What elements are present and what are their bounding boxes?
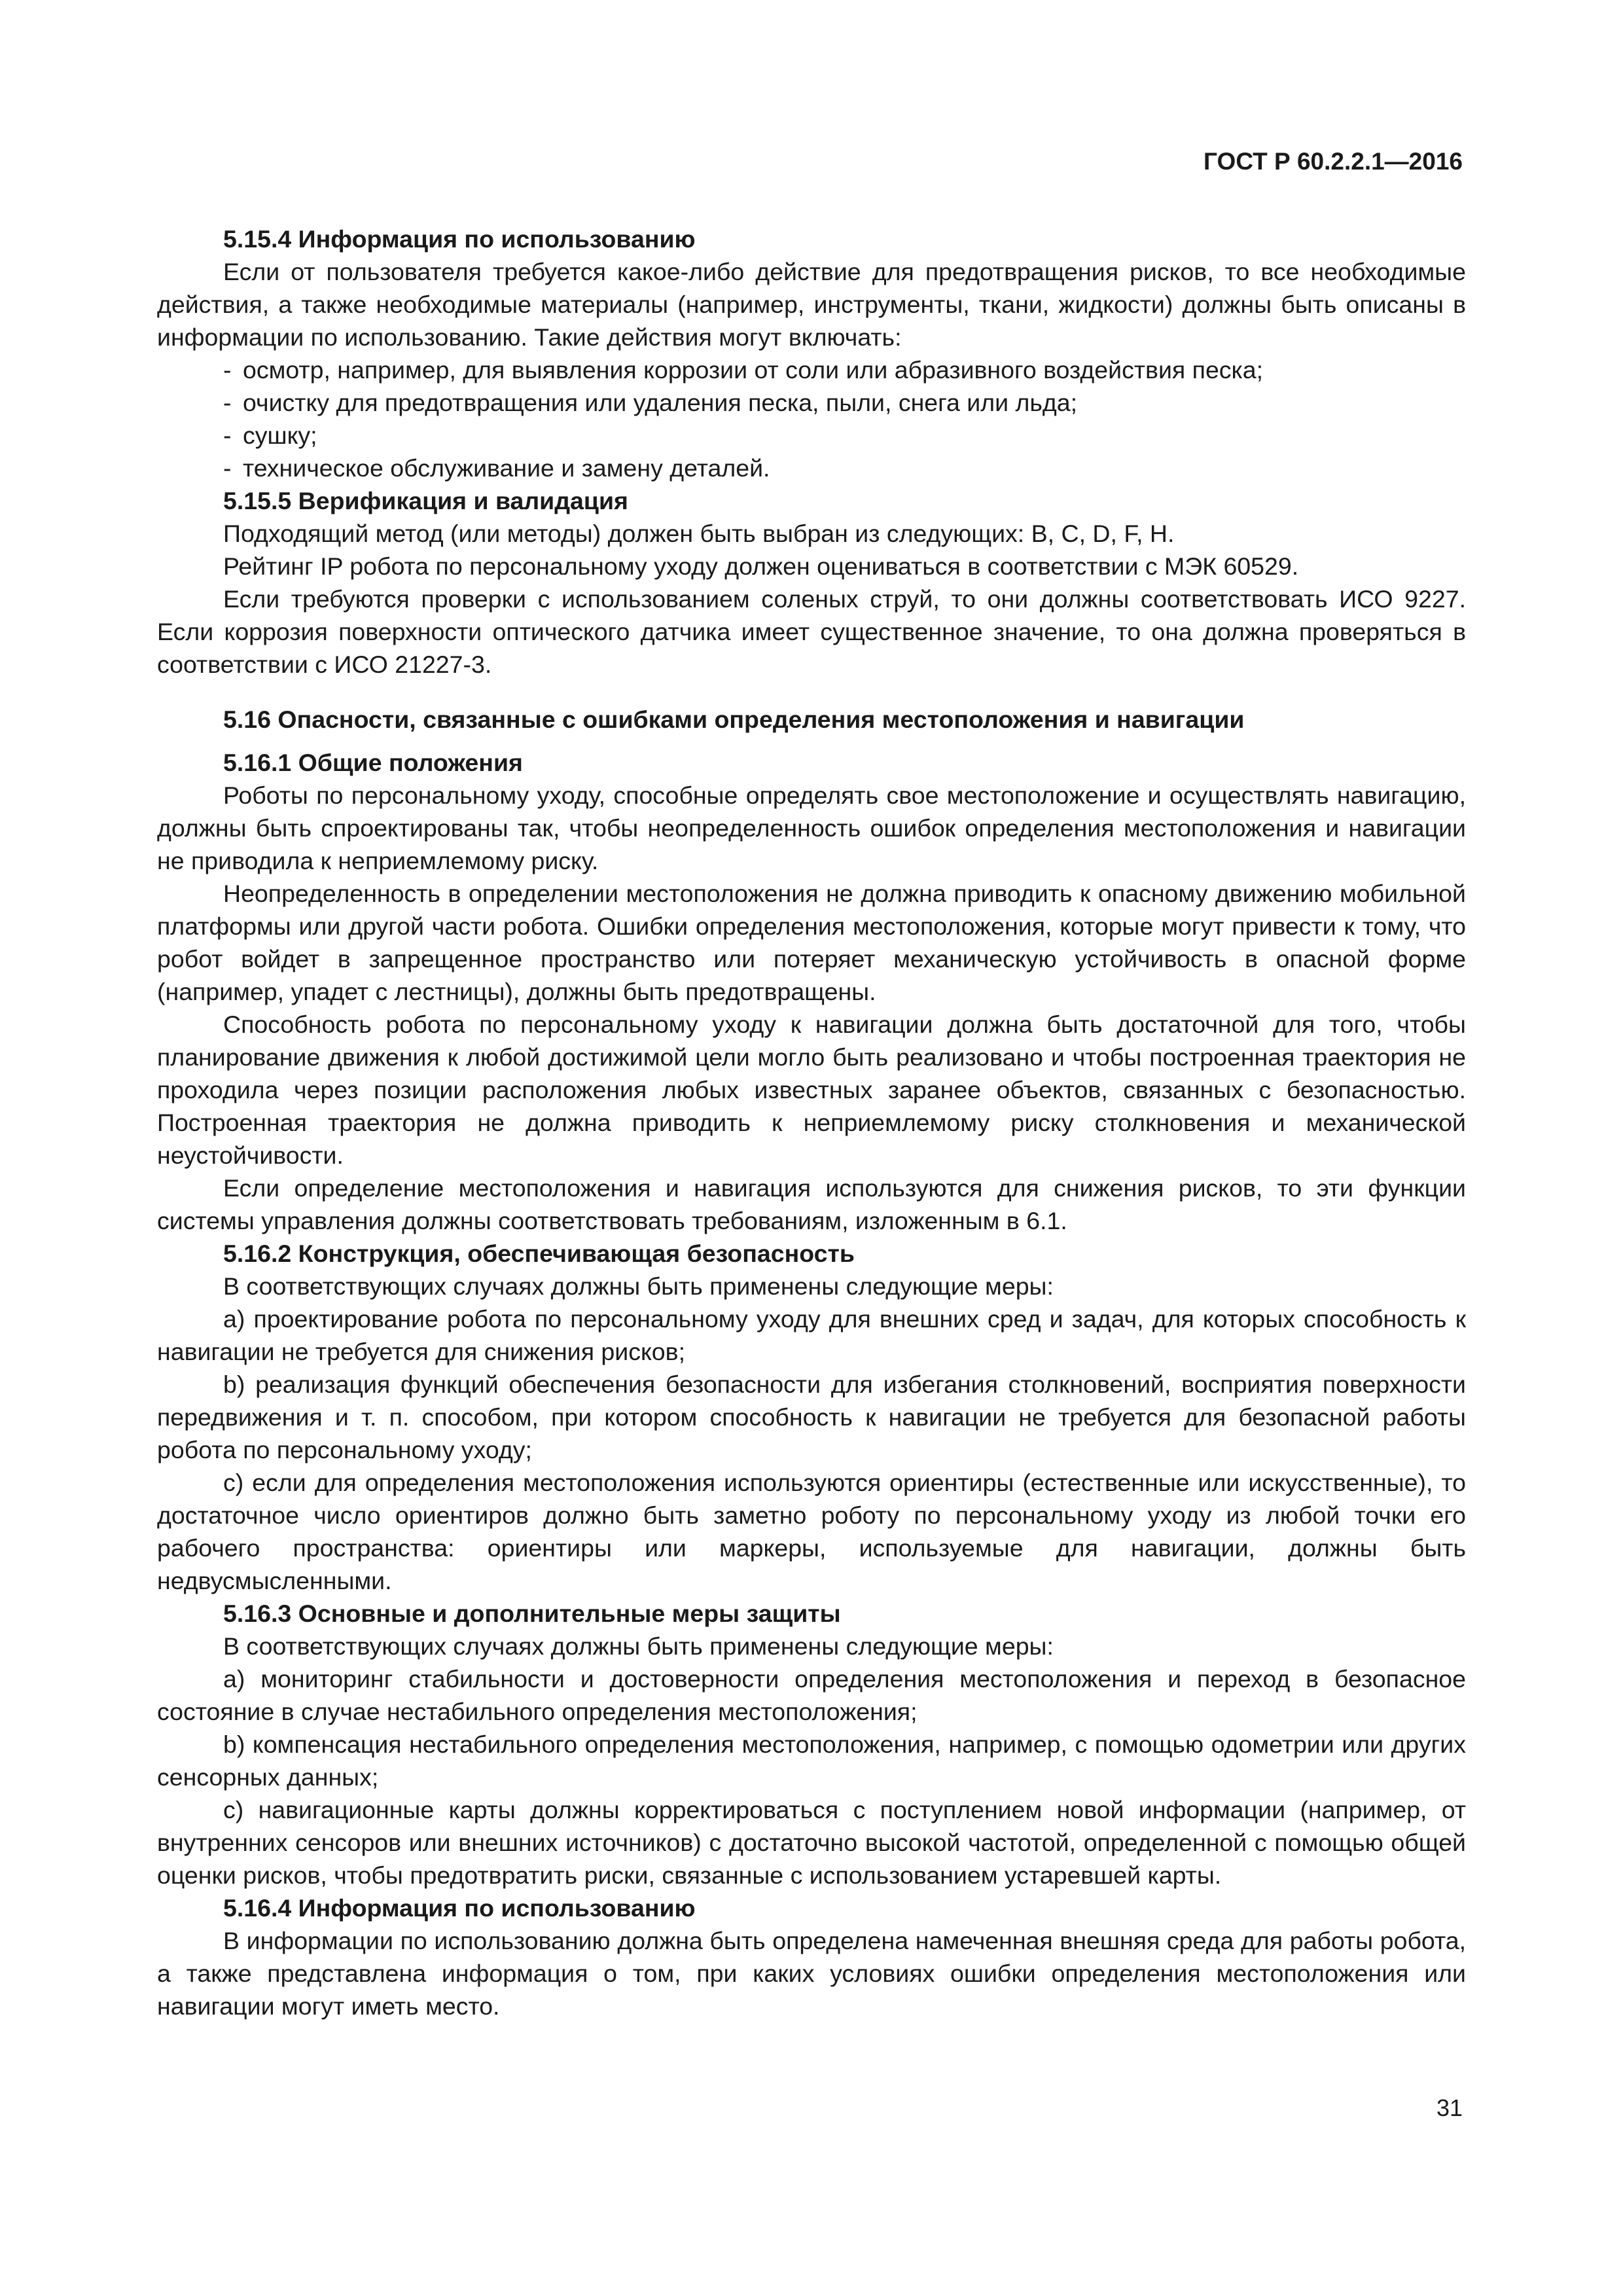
list-item-text: осмотр, например, для выявления коррозии от соли или абразивного воздействия песка; — [243, 356, 1264, 384]
bullet-list — [157, 353, 1466, 484]
list-marker: - — [223, 422, 232, 449]
paragraph: В соответствующих случаях должны быть применены следующие меры: — [223, 1272, 1054, 1300]
paragraph: Если от пользователя требуется какое-либо действие для предотвращения рисков, то все необходимые действия, а также необходимые материалы (например, инструменты, ткани, жидкости) должны быть описаны в информации по использованию. Такие действия могут включать: — [157, 258, 1466, 351]
list-item-text: очистку для предотвращения или удаления песка, пыли, снега или льда; — [243, 389, 1078, 416]
list-item-c: c) навигационные карты должны корректироваться с поступлением новой информации (например, от внутренних сенсоров или внешних источников) с достаточно высокой частотой, определенной с помощью общей оценки рисков, чтобы предотвратить риски, связанные с использованием устаревшей карты. — [157, 1796, 1466, 1889]
list-item — [157, 419, 1466, 452]
heading-5-16-2: 5.16.2 Конструкция, обеспечивающая безопасность — [223, 1240, 855, 1267]
paragraph: Способность робота по персональному уходу к навигации должна быть достаточной для того, чтобы планирование движения к любой достижимой цели могло быть реализовано и чтобы построенная траектория не проходила через позиции расположения любых известных заранее объектов, связанных с безопасностью. Построенная траектория не должна приводить к неприемлемому риску столкновения и механической неустойчивости. — [157, 1011, 1466, 1169]
page-number: 31 — [1436, 2094, 1463, 2121]
list-item — [157, 452, 1466, 484]
document-body — [157, 223, 1466, 2022]
list-item-b: b) реализация функций обеспечения безопасности для избегания столкновений, восприятия поверхности передвижения и т. п. способом, при котором способность к навигации не требуется для безопасной работы робота по персональному уходу; — [157, 1371, 1466, 1463]
list-marker: - — [223, 454, 232, 482]
heading-5-16-3: 5.16.3 Основные и дополнительные меры защиты — [223, 1600, 841, 1627]
list-marker: - — [223, 389, 232, 416]
paragraph: Если определение местоположения и навигация используются для снижения рисков, то эти функции системы управления должны соответствовать требованиям, изложенным в 6.1. — [157, 1174, 1466, 1234]
heading-5-15-4: 5.15.4 Информация по использованию — [223, 225, 696, 253]
document-header-standard-id: ГОСТ Р 60.2.2.1—2016 — [1204, 148, 1463, 175]
paragraph: Если требуются проверки с использованием соленых струй, то они должны соответствовать ИСО 9227. Если коррозия поверхности оптического датчика имеет существенное значение, то она должна проверяться в соответствии с ИСО 21227-3. — [157, 585, 1466, 678]
list-item-c: c) если для определения местоположения используются ориентиры (естественные или искусственные), то достаточное число ориентиров должно быть заметно роботу по персональному уходу из любой точки его рабочего пространства: ориентиры или маркеры, используемые для навигации, должны быть недвусмысленными. — [157, 1469, 1466, 1594]
heading-5-16-4: 5.16.4 Информация по использованию — [223, 1894, 696, 1922]
heading-5-16: 5.16 Опасности, связанные с ошибками определения местоположения и навигации — [223, 706, 1245, 733]
heading-5-16-1: 5.16.1 Общие положения — [223, 749, 523, 776]
paragraph: Рейтинг IP робота по персональному уходу должен оцениваться в соответствии с МЭК 60529. — [223, 552, 1299, 580]
paragraph: Подходящий метод (или методы) должен быть выбран из следующих: B, C, D, F, H. — [223, 520, 1175, 547]
heading-5-15-5: 5.15.5 Верификация и валидация — [223, 487, 628, 514]
list-item-a: a) проектирование робота по персональному уходу для внешних сред и задач, для которых способность к навигации не требуется для снижения рисков; — [157, 1305, 1466, 1365]
paragraph: Неопределенность в определении местоположения не должна приводить к опасному движению мобильной платформы или другой части робота. Ошибки определения местоположения, которые могут привести к тому, что робот войдет в запрещенное пространство или потеряет механическую устойчивость в опасной форме (например, упадет с лестницы), должны быть предотвращены. — [157, 880, 1466, 1005]
list-item — [157, 386, 1466, 419]
paragraph: В соответствующих случаях должны быть применены следующие меры: — [223, 1632, 1054, 1660]
paragraph: В информации по использованию должна быть определена намеченная внешняя среда для работы робота, а также представлена информация о том, при каких условиях ошибки определения местоположения или навигации могут иметь место. — [157, 1927, 1466, 2020]
list-item-text: техническое обслуживание и замену деталей. — [243, 454, 770, 482]
list-item-b: b) компенсация нестабильного определения местоположения, например, с помощью одометрии или других сенсорных данных; — [157, 1731, 1466, 1791]
list-item — [157, 353, 1466, 386]
list-item-a: a) мониторинг стабильности и достоверности определения местоположения и переход в безопасное состояние в случае нестабильного определения местоположения; — [157, 1665, 1466, 1725]
paragraph: Роботы по персональному уходу, способные определять свое местоположение и осуществлять навигацию, должны быть спроектированы так, чтобы неопределенность ошибок определения местоположения и навигации не приводила к неприемлемому риску. — [157, 781, 1466, 874]
list-item-text: сушку; — [243, 422, 317, 449]
list-marker: - — [223, 356, 232, 384]
